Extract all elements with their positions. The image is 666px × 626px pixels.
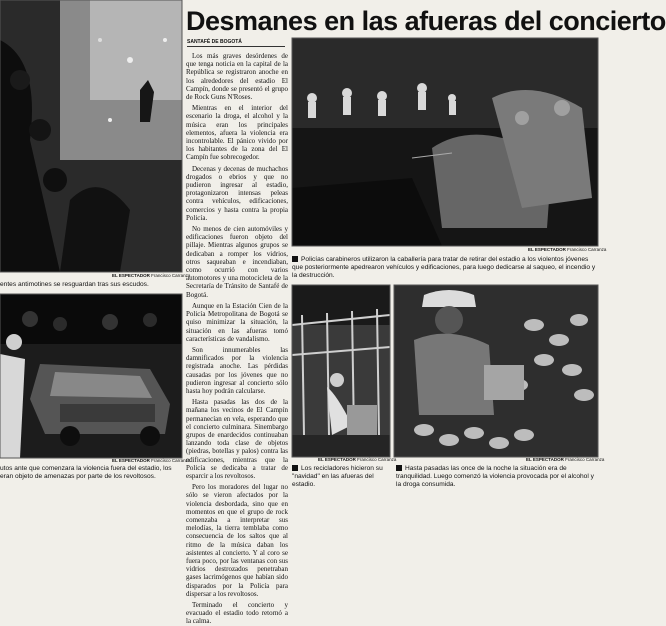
caption-bottom-middle [292,465,390,499]
article-paragraph: Los más graves desórdenes de que tenga noticia en la capital de la República se registraron anoche en los alrededores del estadio El Campín, donde se presentó el grupo de Rock Guns N'Roses. [186,52,288,102]
credit-photographer: Francisco Carranza [567,247,607,252]
photo-riot-police-image [0,0,182,272]
photo-credit [526,457,605,464]
photo-man-cans [394,285,598,457]
credit-photographer: Francisco Carranza [151,273,191,278]
credit-label: EL ESPECTADOR [528,247,566,252]
photo-car-crowd [0,294,182,458]
article-paragraph: Terminado el concierto y evacuado el estadio todo retornó a la calma. [186,601,288,626]
article-paragraph: Pero los moradores del lugar no sólo se vieron afectados por la violencia desbordada, sino que en momentos en que el grupo de rock comenzaba a interpretar sus melodías, la tierra temblaba como consecuencia de los saltos que al ritmo de la música daban los asistentes al concierto. Y al coro se fuera poco, por las ventanas con sus vidrios destrozados penetraban gases lacrimógenos que habían sido disparados por la Policía para dispersar a los revoltosos. [186,483,288,598]
credit-photographer: Francisco Carranza [565,457,605,462]
credit-photographer: Francisco Carranza [151,458,191,463]
photo-cavalry-image [292,38,598,246]
caption-bottom-left: utos ante que comenzara la violencia fuera del estadio, los eran objeto de amenazas por parte de los revoltosos. [0,465,172,480]
credit-label: EL ESPECTADOR [112,458,150,463]
credit-photographer: Francisco Carranza [357,457,397,462]
photo-recyclers [292,285,390,457]
article-paragraph: Son innumerables las damnificados por la violencia registrada anoche. Las pérdidas causadas por los jóvenes que no pudieron ingresar al concierto sólo hasta hoy podrán calcularse. [186,345,288,395]
caption-bottom-right [396,465,598,499]
photo-credit [528,247,607,254]
caption-text: Policías carabineros utilizaron la caballería para tratar de retirar del estadio a los violentos jóvenes que posteriormente apedrearon vehículos y edificaciones, para luego dedicarse al saqueo, el incendio y la destrucción. [292,256,596,279]
photo-cavalry [292,38,598,246]
article-paragraph: Mientras en el interior del escenario la droga, el alcohol y la música eran los principales elementos, afuera la violencia era incontrolable. El pánico vivido por los habitantes de la zona del El Campín fue sobrecogedor. [186,104,288,162]
headline: Desmanes en las afueras del concierto [186,6,666,36]
article-body [186,52,288,626]
photo-car-crowd-image [0,294,182,458]
photo-credit [112,273,191,280]
photo-riot-police [0,0,182,272]
caption-text: Hasta pasadas las once de la noche la situación era de tranquilidad. Luego comenzó la violencia provocada por el alcohol y la droga consumida. [396,465,594,488]
caption-marker-icon [292,465,298,471]
photo-man-cans-image [394,285,598,457]
caption-marker-icon [396,465,402,471]
byline: SANTAFÉ DE BOGOTÁ [187,38,285,47]
photo-credit [318,457,397,464]
caption-top-left: entes antimotines se resguardan tras sus escudos. [0,281,149,288]
photo-recyclers-image [292,285,390,457]
article-paragraph: Hasta pasadas las dos de la mañana los vecinos de El Campín permanecían en vela, esperando que el concierto culminara. Sinembargo grupos de enardecidos continuaban lanzando toda clase de objetos (piedras, botellas y palos) contra las edificaciones, mientras que la Policía se dedicaba a tratar de esparcir a los revoltosos. [186,398,288,480]
caption-top-right [292,256,598,280]
article-paragraph: Aunque en la Estación Cien de la Policía Metropolitana de Bogotá se quiso minimizar la situación, la situación en las afueras tomó características de vandalismo. [186,301,288,343]
credit-label: EL ESPECTADOR [318,457,356,462]
credit-label: EL ESPECTADOR [526,457,564,462]
article-paragraph: No menos de cien automóviles y edificaciones fueron objeto del pillaje. Mientras algunos grupos se dedicaban a romper los vidrios, otros saqueaban e incendiaban, como ocurrió con varios automotores y una motocicleta de la Secretaría de Tránsito de Santafé de Bogotá. [186,225,288,299]
caption-marker-icon [292,256,298,262]
credit-label: EL ESPECTADOR [112,273,150,278]
caption-text: Los recicladores hicieron su "navidad" en las afueras del estadio. [292,465,383,488]
article-paragraph: Decenas y decenas de muchachos drogados o ebrios y que no pudieron ingresar al estadio, protagonizaron intensas peleas contra vehículos, edificaciones, comercios y hasta contra la propia Policía. [186,164,288,222]
photo-credit [112,458,191,465]
